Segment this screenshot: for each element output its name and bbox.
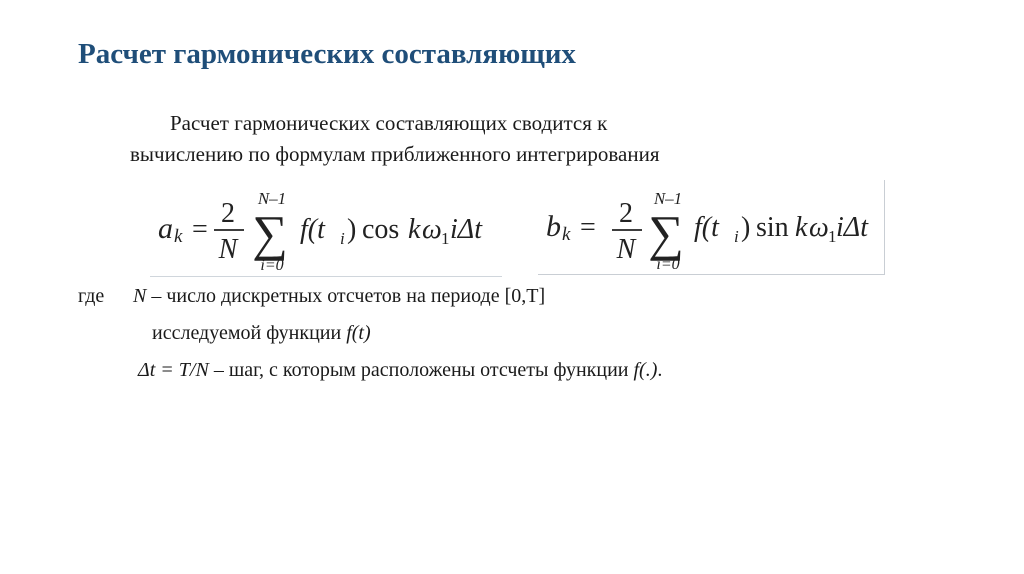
definition-dt-function: f(.) (633, 359, 658, 381)
formula-a-body-close: ) (347, 214, 357, 245)
formula-b-num: 2 (619, 198, 633, 229)
formula-b-den: N (616, 234, 636, 265)
definition-n-symbol: N (133, 285, 147, 307)
formula-b-sum-symbol: ∑ (648, 205, 684, 261)
definition-dt-text: – шаг, с которым расположены отсчеты функции (208, 359, 634, 381)
intro-line-1: Расчет гармонических составляющих сводится к (170, 111, 608, 135)
formula-a-omega: ω (422, 214, 442, 245)
definition-n-text: – число дискретных отсчетов на периоде [0,T] (146, 285, 546, 307)
definition-dt-symbol: Δt = T/N (138, 359, 209, 381)
formula-b-trig: sin (756, 212, 789, 243)
definition-n-cont-text: исследуемой функции (152, 322, 347, 344)
formula-b-lhs: b (546, 210, 561, 243)
intro-paragraph (130, 108, 660, 170)
formula-a-eq: = (192, 214, 208, 245)
definition-dt (138, 359, 662, 382)
formula-a-trig: cos (362, 214, 400, 245)
intro-line-2: вычислению по формулам приближенного интегрирования (130, 142, 660, 166)
definition-n-cont-function: f(t) (346, 322, 371, 344)
definition-n-continued (152, 322, 371, 345)
formula-b-body-close: ) (741, 212, 751, 243)
formula-b-sum-lower: i=0 (656, 256, 680, 273)
formula-a-sum-lower: i=0 (260, 257, 284, 274)
formula-a-lhs-sub: k (174, 226, 183, 247)
formula-a-num: 2 (221, 198, 235, 229)
formula-a-lhs: a (158, 212, 173, 245)
where-label: где (78, 285, 105, 307)
formula-b-sum-upper: N–1 (653, 189, 683, 208)
formula-a-den: N (218, 234, 238, 265)
formula-b-eq: = (580, 212, 596, 243)
slide-title: Расчет гармонических составляющих (78, 38, 576, 70)
formula-a-svg (150, 182, 502, 276)
formula-a-body-sub: i (340, 229, 345, 248)
definition-n (133, 285, 545, 308)
formula-a-sum-symbol: ∑ (252, 205, 288, 261)
formula-b-body: f(t (694, 212, 719, 243)
formula-b-tail: iΔt (836, 212, 868, 243)
definition-dt-end: . (657, 359, 663, 381)
formula-a-sum-upper: N–1 (257, 189, 287, 208)
formula-b-body-sub: i (734, 227, 739, 246)
formula-a-omega-sub: 1 (441, 229, 450, 248)
formula-b-k (538, 180, 885, 275)
formula-a-k: k (408, 214, 421, 245)
formula-b-svg (538, 180, 884, 274)
formula-b-omega-sub: 1 (828, 227, 837, 246)
formula-b-k: k (795, 212, 808, 243)
formula-a-tail: iΔt (450, 214, 482, 245)
formula-b-lhs-sub: k (562, 224, 571, 245)
formula-b-omega: ω (809, 212, 829, 243)
formula-a-body: f(t (300, 214, 325, 245)
formula-a-k (150, 182, 502, 277)
